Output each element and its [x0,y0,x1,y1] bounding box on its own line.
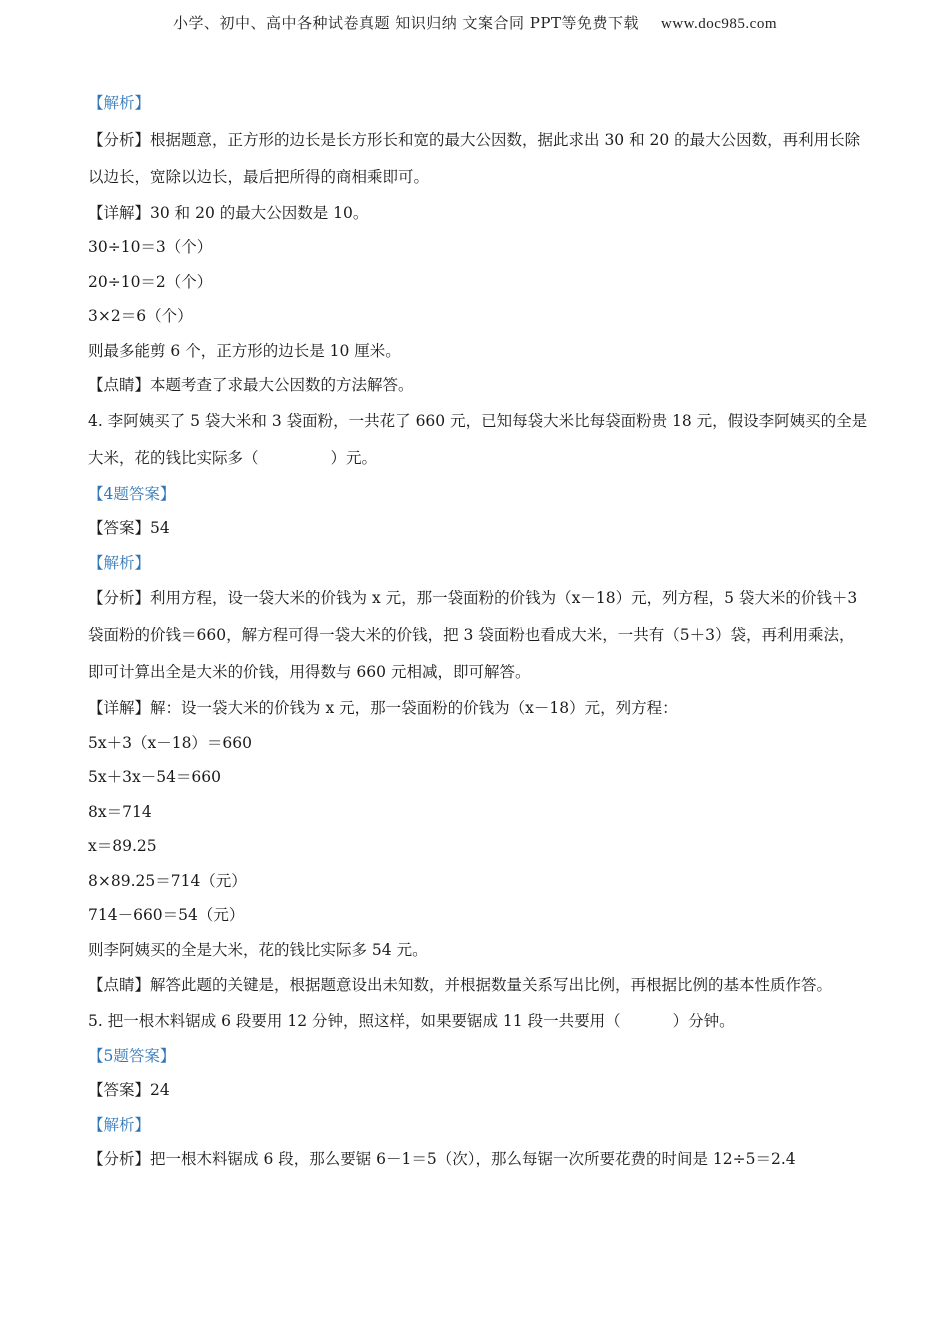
q3-dianjing-text: 本题考查了求最大公因数的方法解答。 [150,376,414,394]
q3-fenxi-tag: 【分析】 [88,130,151,149]
q5-fenxi-text: 把一根木料锯成 6 段，那么要锯 6－1＝5（次），那么每锯一次所要花费的时间是 12÷5＝2.4 [150,1150,796,1168]
q5-answer-value: 24 [150,1081,170,1099]
q4-answer-value: 54 [150,519,170,537]
q3-dianjing [88,368,868,403]
q4-equation-1: 5x＋3（x－18）＝660 [88,733,253,752]
q5-question-end: ）分钟。 [672,1012,735,1030]
q5-question [88,1004,868,1039]
q4-analysis [88,580,868,691]
q4-detail [88,691,868,726]
q5-answer-tag: 【答案】 [88,1081,151,1099]
q4-answer-tag: 【答案】 [88,519,151,537]
q4-dianjing-tag: 【点睛】 [88,976,151,994]
q5-answer-header: 【5题答案】 [88,1046,176,1065]
q3-step-2: 20÷10＝2（个） [88,272,213,291]
q4-equation-6: 714－660＝54（元） [88,906,245,924]
q3-jiexi-label: 【解析】 [88,94,151,112]
q5-jiexi-label: 【解析】 [88,1115,151,1134]
q3-fenxi-text: 根据题意，正方形的边长是长方形长和宽的最大公因数，据此求出 30 和 20 的最大公因数，再利用长除以边长，宽除以边长，最后把所得的商相乘即可。 [88,130,861,186]
header-site-link[interactable]: www.doc985.com [660,16,777,32]
q5-fenxi-tag: 【分析】 [88,1150,151,1168]
q4-equation-5: 8×89.25＝714（元） [88,871,247,890]
q4-question [88,403,868,477]
q3-step-3: 3×2＝6（个） [88,307,193,325]
q3-xiangjie-text: 30 和 20 的最大公因数是 10。 [150,203,369,222]
q3-step-1: 30÷10＝3（个） [88,238,213,256]
q4-equation-4: x＝89.25 [88,837,157,855]
q4-equation-2: 5x＋3x－54＝660 [88,768,222,786]
q4-question-text: 4. 李阿姨买了 5 袋大米和 3 袋面粉，一共花了 660 元，已知每袋大米比每袋面粉贵 18 元，假设李阿姨买的全是大米，花的钱比实际多（ [88,411,868,467]
q3-analysis [88,122,868,196]
q5-analysis [88,1142,868,1177]
q4-answer [88,511,868,546]
q3-detail [88,196,868,231]
q4-fenxi-tag: 【分析】 [88,589,151,607]
q3-conclusion: 则最多能剪 6 个，正方形的边长是 10 厘米。 [88,341,401,360]
q4-xiangjie-text: 解：设一袋大米的价钱为 x 元，那一袋面粉的价钱为（x－18）元，列方程： [150,699,678,717]
q5-answer [88,1073,868,1108]
q4-dianjing [88,967,868,1004]
q4-answer-header: 【4题答案】 [88,484,176,503]
q4-jiexi-label: 【解析】 [88,553,151,572]
q4-dianjing-text: 解答此题的关键是，根据题意设出未知数，并根据数量关系写出比例，再根据比例的基本性质作答。 [150,976,833,994]
q4-fenxi-text: 利用方程，设一袋大米的价钱为 x 元，那一袋面粉的价钱为（x－18）元，列方程，5 袋大米的价钱＋3 袋面粉的价钱＝660，解方程可得一袋大米的价钱，把 3 袋面粉也看成大米，一共有（5＋3）袋，再利用乘法，即可计算出全是大米的价钱，用得数与 660 元相减，即可解答。 [88,589,858,681]
q4-xiangjie-tag: 【详解】 [88,699,151,717]
header-text: 小学、初中、高中各种试卷真题 知识归纳 文案合同 PPT等免费下载 [172,14,639,32]
q4-question-end: ）元。 [330,448,378,467]
q4-conclusion: 则李阿姨买的全是大米，花的钱比实际多 54 元。 [88,940,428,959]
q3-dianjing-tag: 【点睛】 [88,376,151,394]
page-header [0,12,950,33]
q3-xiangjie-tag: 【详解】 [88,203,151,222]
q4-equation-3: 8x＝714 [88,802,152,821]
document-body [88,86,868,1177]
q5-question-text: 5. 把一根木料锯成 6 段要用 12 分钟，照这样，如果要锯成 11 段一共要用（ [88,1012,621,1030]
